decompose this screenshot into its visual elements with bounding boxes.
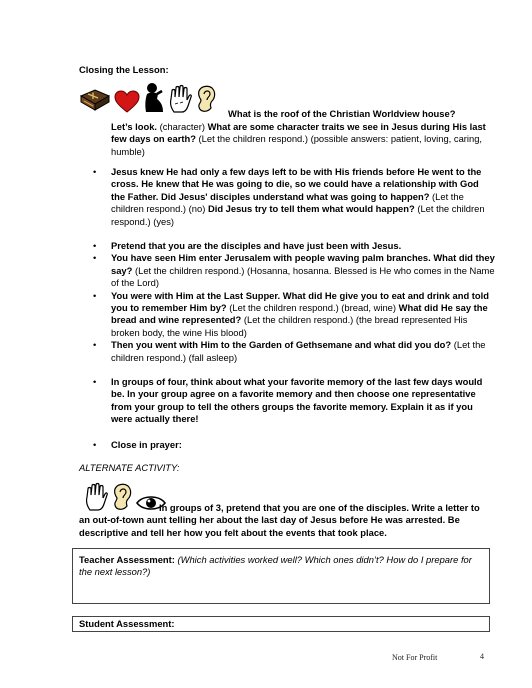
bullet-text: Pretend that you are the disciples and have just been with Jesus.	[111, 240, 402, 251]
student-assessment-box[interactable]	[72, 616, 490, 632]
intro-flow	[111, 121, 495, 158]
bullet-text: You were with Him at the Last Supper. What did He give you to eat and drink and told you to remember Him by?	[111, 289, 489, 314]
bullet-marker: •	[93, 339, 97, 351]
list-item	[93, 252, 495, 289]
bullet-note: (Let the children respond.) (no)	[111, 190, 464, 215]
bullet-list-c	[93, 376, 495, 457]
icon-row-senses	[79, 78, 217, 114]
bullet-note: (Let the children respond.) (yes)	[111, 203, 485, 227]
bullet-text: What did He say the bread and wine represented?	[111, 302, 488, 326]
alternate-activity-title: ALTERNATE ACTIVITY:	[79, 462, 180, 473]
bullet-text: Close in prayer:	[111, 438, 182, 450]
bullet-text: You have seen Him enter Jerusalem with people waving palm branches. What did they say?	[111, 252, 495, 276]
intro-traits-question: What are some character traits we see in Jesus during His last few days on earth?	[111, 121, 486, 145]
bullet-note: (Let the children respond.) (bread, wine)	[229, 302, 397, 314]
list-item	[93, 339, 495, 364]
intro-traits-note: (Let the children respond.) (possible answers: patient, loving, caring, humble)	[111, 133, 483, 157]
bullet-note: (Let the children respond.) (the bread represented His broken body, the wine His blood)	[111, 314, 468, 338]
roof-question: What is the roof of the Christian Worldview house?	[228, 108, 456, 119]
bullet-note: (Let the children respond.) (fall asleep)	[111, 339, 486, 363]
alternate-activity-body: In groups of 3, pretend that you are one of the disciples. Write a letter to an out-of-town aunt telling her about the last day of Jesus before He was arrested. Be descriptive and tell her how you felt about the events that took place.	[79, 502, 480, 538]
intro-lets-look: Let’s look.	[111, 121, 158, 132]
bible-icon	[79, 88, 111, 114]
bullet-marker: •	[93, 240, 97, 251]
footer-text: Not For Profit	[392, 653, 438, 662]
bullet-text: In groups of four, think about what your favorite memory of the last few days would be. In your group agree on a favorite memory and then choose one representative from your group to tell the others groups the favorite memory. Explain it as if you were actually there!	[111, 376, 483, 425]
bullet-text: Did Jesus try to tell them what would happen?	[207, 203, 415, 215]
list-item	[93, 438, 495, 451]
bullet-text: Jesus knew He had only a few days left to be with His friends before He went to the cross. He knew that He was going to die, so we could have a relationship with God the Father. Did Jesus' disciples understand what was going to happen?	[111, 166, 482, 202]
list-item	[93, 376, 495, 426]
bullet-marker: •	[93, 376, 97, 387]
student-assessment-label: Student Assessment:	[79, 618, 175, 629]
section-heading: Closing the Lesson:	[79, 64, 169, 75]
ear-icon	[195, 84, 217, 114]
bullet-marker: •	[93, 166, 97, 177]
bullet-list-a	[93, 166, 495, 234]
bullet-marker: •	[93, 252, 97, 264]
bullet-marker: •	[93, 438, 97, 450]
bullet-list-b	[93, 240, 495, 364]
alternate-activity-text	[79, 502, 491, 539]
teacher-assessment-box[interactable]	[72, 548, 490, 604]
bullet-note: (Let the children respond.) (Hosanna, hosanna. Blessed is He who comes in the Name of the Lord)	[111, 264, 495, 289]
bullet-text: Then you went with Him to the Garden of Gethsemane and what did you do?	[111, 339, 452, 351]
teacher-assessment-label: Teacher Assessment:	[79, 554, 175, 565]
page-number: 4	[480, 652, 484, 661]
bullet-marker: •	[93, 289, 97, 301]
heart-icon	[114, 90, 140, 114]
list-item	[93, 240, 495, 252]
intro-character-note: (character)	[159, 121, 205, 132]
praying-figure-icon	[143, 82, 165, 114]
hand-icon	[168, 84, 192, 114]
list-item	[93, 166, 495, 228]
teacher-assessment-prompt: (Which activities worked well? Which ones didn’t? How do I prepare for the next lesson?)	[79, 554, 472, 578]
list-item	[93, 289, 495, 340]
